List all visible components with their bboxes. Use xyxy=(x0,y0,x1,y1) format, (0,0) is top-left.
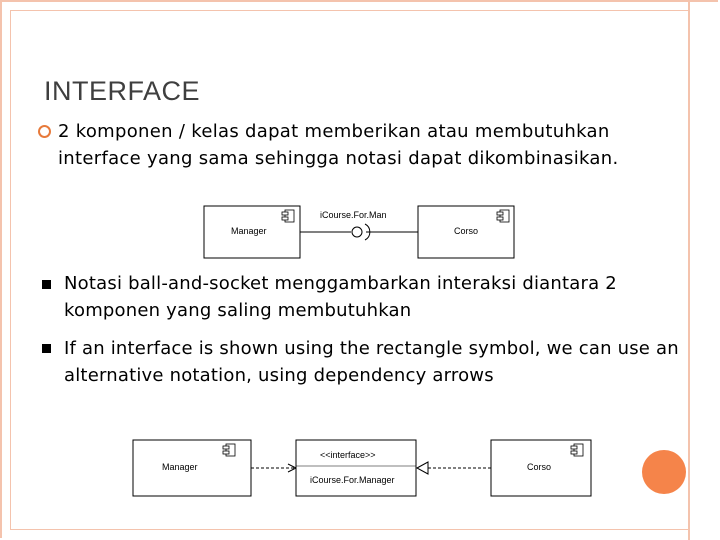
ring-bullet-icon xyxy=(38,125,51,138)
bullet-text-2: Notasi ball-and-socket menggambarkan interaksi diantara 2 komponen yang saling membutuhkan xyxy=(64,273,617,321)
square-bullet-icon xyxy=(42,280,51,289)
realization-arrowhead-icon xyxy=(417,462,428,474)
interface-ball-icon xyxy=(352,227,362,237)
manager-component-box xyxy=(204,206,300,258)
manager-component-box-2 xyxy=(133,440,251,496)
diagram1-interface-label: iCourse.For.Man xyxy=(320,210,387,220)
dependency-diagram xyxy=(130,436,595,500)
diagram1-right-label: Corso xyxy=(454,226,479,236)
square-bullet-icon xyxy=(42,344,51,353)
diagram2-right-label: Corso xyxy=(527,462,552,472)
slide-title: INTERFACE xyxy=(44,76,201,106)
corso-component-box xyxy=(418,206,514,258)
bullet-text-1: 2 komponen / kelas dapat memberikan atau membutuhkan interface yang sama sehingga notasi dapat dikombinasikan. xyxy=(58,121,619,169)
corso-component-box-2 xyxy=(491,440,591,496)
interface-box xyxy=(296,440,416,496)
diagram2-left-label: Manager xyxy=(162,462,198,472)
diagram2-stereotype: <<interface>> xyxy=(320,450,376,460)
diagram1-left-label: Manager xyxy=(231,226,267,236)
ball-socket-diagram xyxy=(200,200,520,260)
bullet-text-3: If an interface is shown using the rectangle symbol, we can use an alternative notation, using dependency arrows xyxy=(64,338,679,386)
diagram2-interface-name: iCourse.For.Manager xyxy=(310,475,395,485)
decorative-orange-circle xyxy=(642,450,686,494)
